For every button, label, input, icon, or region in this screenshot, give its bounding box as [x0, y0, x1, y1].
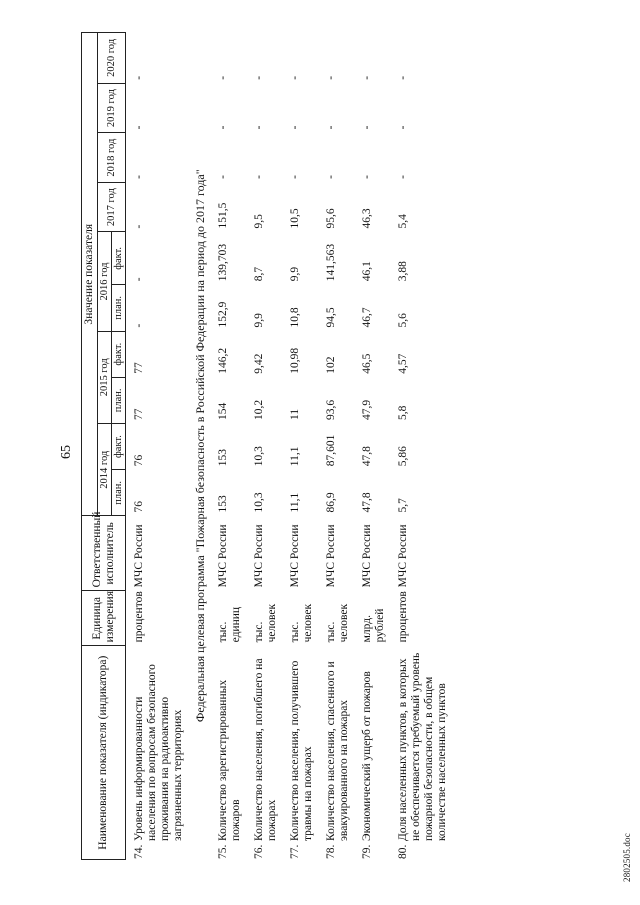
indicator-name: Количество зарегистрированных пожаров [217, 679, 242, 841]
value-2016-plan: 9,9 [253, 313, 265, 328]
value-2018: - [289, 175, 301, 179]
value-2020: - [397, 75, 409, 80]
value-2019: - [217, 125, 229, 130]
unit-cell: процентов [397, 591, 409, 643]
value-2019: - [325, 125, 337, 130]
unit-cell: млрд. рублей [361, 608, 386, 643]
value-2014-fact: 5,86 [397, 446, 409, 467]
table-row [390, 33, 452, 860]
indicators-table [81, 32, 452, 860]
header-plan-2015: план. [112, 377, 126, 423]
header-executor: Ответственный исполнитель [82, 516, 126, 591]
value-2015-plan: 5,8 [397, 405, 409, 420]
value-2015-plan: 77 [133, 408, 145, 420]
value-2015-fact: 146,2 [217, 347, 229, 374]
indicator-name: Экономический ущерб от пожаров [361, 671, 373, 841]
value-2017: 151,5 [217, 202, 229, 229]
header-fact-2016: факт. [112, 232, 126, 285]
header-plan-2016: план. [112, 285, 126, 331]
header-values-group: Значение показателя [82, 33, 98, 516]
section-row [188, 33, 210, 860]
value-2016-plan: 94,5 [325, 307, 337, 328]
indicator-name: Доля населенных пунктов, в которых не обеспечивается требуемый уровень пожарной безопасности, в общем количестве населенных пунктов [397, 652, 448, 841]
value-2014-fact: 87,601 [325, 434, 337, 467]
value-2020: - [361, 75, 373, 80]
value-2014-plan: 10,3 [253, 492, 265, 513]
value-2014-plan: 11,1 [289, 492, 301, 513]
executor-cell: МЧС России [397, 524, 409, 588]
header-year-2020: 2020 год [98, 33, 126, 84]
indicator-cell [246, 646, 282, 860]
table-row [246, 33, 282, 860]
value-2014-fact: 76 [133, 454, 145, 467]
value-2020: - [217, 75, 229, 80]
value-2015-fact: 10,98 [289, 347, 301, 374]
value-2015-plan: 47,9 [361, 399, 373, 420]
value-2020: - [253, 75, 265, 80]
indicator-name: Количество населения, получившего травмы на пожарах [289, 660, 314, 841]
value-2019: - [361, 125, 373, 130]
value-2016-fact: 8,7 [253, 266, 265, 282]
value-2019: - [253, 125, 265, 130]
value-2014-plan: 153 [217, 495, 229, 513]
value-2016-fact: 9,9 [289, 266, 301, 282]
executor-cell: МЧС России [325, 524, 337, 588]
value-2016-fact: - [133, 277, 145, 282]
unit-cell: тыс. человек [253, 603, 278, 643]
page-number: 65 [59, 445, 74, 459]
value-2015-fact: 102 [325, 356, 337, 374]
header-year-2019: 2019 год [98, 83, 126, 133]
value-2016-fact: 141,563 [325, 243, 337, 282]
value-2015-fact: 77 [133, 362, 145, 374]
value-2015-fact: 4,57 [397, 353, 409, 374]
value-2020: - [133, 75, 145, 80]
indicator-cell [282, 646, 318, 860]
value-2018: - [133, 175, 145, 179]
header-indicator-name: Наименование показателя (индикатора) [82, 646, 126, 860]
indicator-cell [354, 646, 390, 860]
value-2015-fact: 9,42 [253, 353, 265, 374]
indicator-cell [390, 646, 452, 860]
value-2016-plan: 46,7 [361, 307, 373, 328]
executor-cell: МЧС России [133, 524, 145, 588]
value-2017: 46,3 [361, 208, 373, 229]
value-2017: - [133, 224, 145, 229]
rotated-document-page [55, 22, 635, 882]
indicator-name: Уровень информированности населения по вопросам безопасного проживания на радиоактивно загрязненных территориях [133, 664, 184, 841]
row-number: 75. [217, 844, 229, 859]
value-2017: 9,5 [253, 214, 265, 229]
value-2016-fact: 3,88 [397, 261, 409, 282]
value-2016-plan: 5,6 [397, 313, 409, 328]
indicator-cell [210, 646, 246, 860]
value-2020: - [325, 75, 337, 80]
value-2016-plan: 152,9 [217, 301, 229, 328]
value-2016-fact: 46,1 [361, 261, 373, 282]
unit-cell: тыс. единиц [217, 606, 242, 643]
table-row [354, 33, 390, 860]
executor-cell: МЧС России [289, 524, 301, 588]
value-2014-fact: 11,1 [289, 446, 301, 467]
value-2014-fact: 47,8 [361, 446, 373, 467]
value-2020: - [289, 75, 301, 80]
table-row [282, 33, 318, 860]
row-number: 80. [397, 844, 409, 859]
value-2019: - [133, 125, 145, 130]
value-2016-fact: 139,703 [217, 243, 229, 282]
header-year-2016: 2016 год [98, 232, 112, 331]
unit-cell: процентов [133, 591, 145, 643]
executor-cell: МЧС России [217, 524, 229, 588]
table-row [318, 33, 354, 860]
value-2018: - [253, 175, 265, 179]
footer-filename: 2802505.doc [622, 833, 632, 882]
unit-cell: тыс. человек [289, 603, 314, 643]
row-number: 78. [325, 844, 337, 859]
indicator-cell [318, 646, 354, 860]
table-row [126, 33, 189, 860]
value-2018: - [217, 175, 229, 179]
value-2014-plan: 5,7 [397, 498, 409, 513]
value-2014-fact: 153 [217, 448, 229, 467]
header-fact-2014: факт. [112, 423, 126, 469]
value-2015-fact: 46,5 [361, 353, 373, 374]
value-2018: - [397, 175, 409, 179]
executor-cell: МЧС России [361, 524, 373, 588]
row-number: 77. [289, 844, 301, 859]
value-2014-plan: 76 [133, 500, 145, 513]
value-2016-plan: - [133, 323, 145, 328]
value-2017: 10,5 [289, 208, 301, 229]
unit-cell: тыс. человек [325, 603, 350, 643]
header-year-2015: 2015 год [98, 331, 112, 423]
header-unit: Единица измерения [82, 591, 126, 646]
value-2015-plan: 11 [289, 408, 301, 420]
indicator-cell [126, 646, 189, 860]
value-2017: 5,4 [397, 214, 409, 229]
row-number: 79. [361, 844, 373, 859]
indicator-name: Количество населения, спасенного и эвакуированного на пожарах [325, 661, 350, 841]
value-2019: - [289, 125, 301, 130]
value-2018: - [325, 175, 337, 179]
table-header [82, 33, 126, 860]
value-2018: - [361, 175, 373, 179]
header-fact-2015: факт. [112, 331, 126, 377]
header-year-2017: 2017 год [98, 182, 126, 232]
table-row [210, 33, 246, 860]
value-2015-plan: 10,2 [253, 399, 265, 420]
header-plan-2014: план. [112, 470, 126, 516]
value-2015-plan: 154 [217, 402, 229, 420]
indicator-name: Количество населения, погибшего на пожарах [253, 658, 278, 841]
section-title: Федеральная целевая программа "Пожарная безопасность в Российской Федерации на период до 2017 года" [193, 169, 207, 723]
header-year-2018: 2018 год [98, 133, 126, 183]
value-2014-fact: 10,3 [253, 446, 265, 467]
header-year-2014: 2014 год [98, 423, 112, 515]
table-body [126, 33, 453, 860]
value-2014-plan: 47,8 [361, 492, 373, 513]
executor-cell: МЧС России [253, 524, 265, 588]
value-2014-plan: 86,9 [325, 492, 337, 513]
row-number: 74. [133, 844, 145, 859]
value-2017: 95,6 [325, 208, 337, 229]
value-2019: - [397, 125, 409, 130]
value-2016-plan: 10,8 [289, 307, 301, 328]
value-2015-plan: 93,6 [325, 399, 337, 420]
row-number: 76. [253, 844, 265, 859]
